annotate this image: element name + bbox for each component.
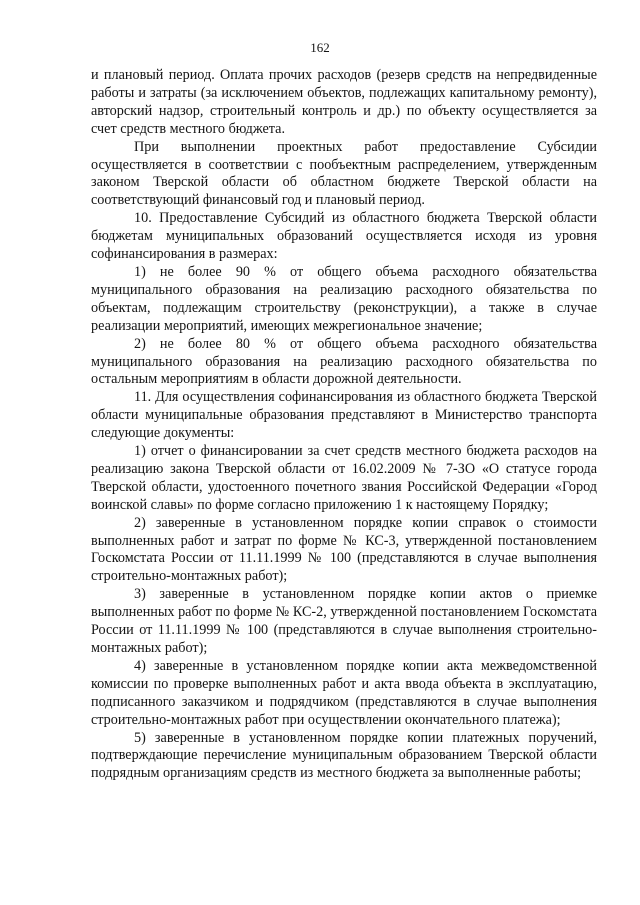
paragraph-clause-11-item-4: 4) заверенные в установленном порядке копии акта межведомственной комиссии по проверке выполненных работ и акта ввода объекта в эксплуатацию, подписанного заказчиком и подрядчиком (представляются в случае выполнения строительно-монтажных работ при осуществлении окончательного платежа); — [91, 657, 597, 728]
paragraph-clause-10: 10. Предоставление Субсидий из областного бюджета Тверской области бюджетам муниципальных образований осуществляется исходя из уровня софинансирования в размерах: — [91, 210, 597, 263]
paragraph-clause-11-item-2: 2) заверенные в установленном порядке копии справок о стоимости выполненных работ и затрат по форме № КС-3, утвержденной постановлением Госкомстата России от 11.11.1999 № 100 (представляются в случае выполнения строительно-монтажных работ); — [91, 514, 597, 585]
paragraph-clause-10-item-1: 1) не более 90 % от общего объема расходного обязательства муниципального образования на реализацию расходного обязательства по объектам, подлежащим строительству (реконструкции), а также в случае реализации мероприятий, имеющих межрегиональное значение; — [91, 263, 597, 334]
paragraph-continuation: и плановый период. Оплата прочих расходов (резерв средств на непредвиденные работы и затраты (за исключением объектов, подлежащих капитальному ремонту), авторский надзор, строительный контроль и др.) по объекту осуществляется за счет средств местного бюджета. — [91, 67, 597, 137]
page-number: 162 — [310, 40, 330, 55]
paragraph-clause-11-item-1: 1) отчет о финансировании за счет средств местного бюджета расходов на реализацию закона Тверской области от 16.02.2009 № 7-ЗО «О статусе города Тверской области, удостоенного почетного звания Российской Федерации «Город воинской славы» по форме согласно приложению 1 к настоящему Порядку; — [91, 443, 597, 513]
paragraph-design-work: При выполнении проектных работ предоставление Субсидии осуществляется в соответствии с пообъектным распределением, утвержденным законом Тверской области об областном бюджете Тверской области на соответствующий финансовый год и плановый период. — [91, 138, 597, 209]
paragraph-clause-10-item-2: 2) не более 80 % от общего объема расходного обязательства муниципального образования на реализацию расходного обязательства по остальным мероприятиям в области дорожной деятельности. — [91, 335, 597, 388]
paragraph-clause-11-item-5: 5) заверенные в установленном порядке копии платежных поручений, подтверждающие перечисление муниципальным образованием Тверской области подрядным организациям средств из местного бюджета за выполненные работы; — [91, 729, 597, 782]
document-body — [91, 67, 597, 783]
paragraph-clause-11-item-3: 3) заверенные в установленном порядке копии актов о приемке выполненных работ по форме № КС-2, утвержденной постановлением Госкомстата России от 11.11.1999 № 100 (представляются в случае выполнения строительно-монтажных работ); — [91, 586, 597, 656]
paragraph-clause-11: 11. Для осуществления софинансирования из областного бюджета Тверской области муниципальные образования представляют в Министерство транспорта следующие документы: — [91, 389, 597, 442]
